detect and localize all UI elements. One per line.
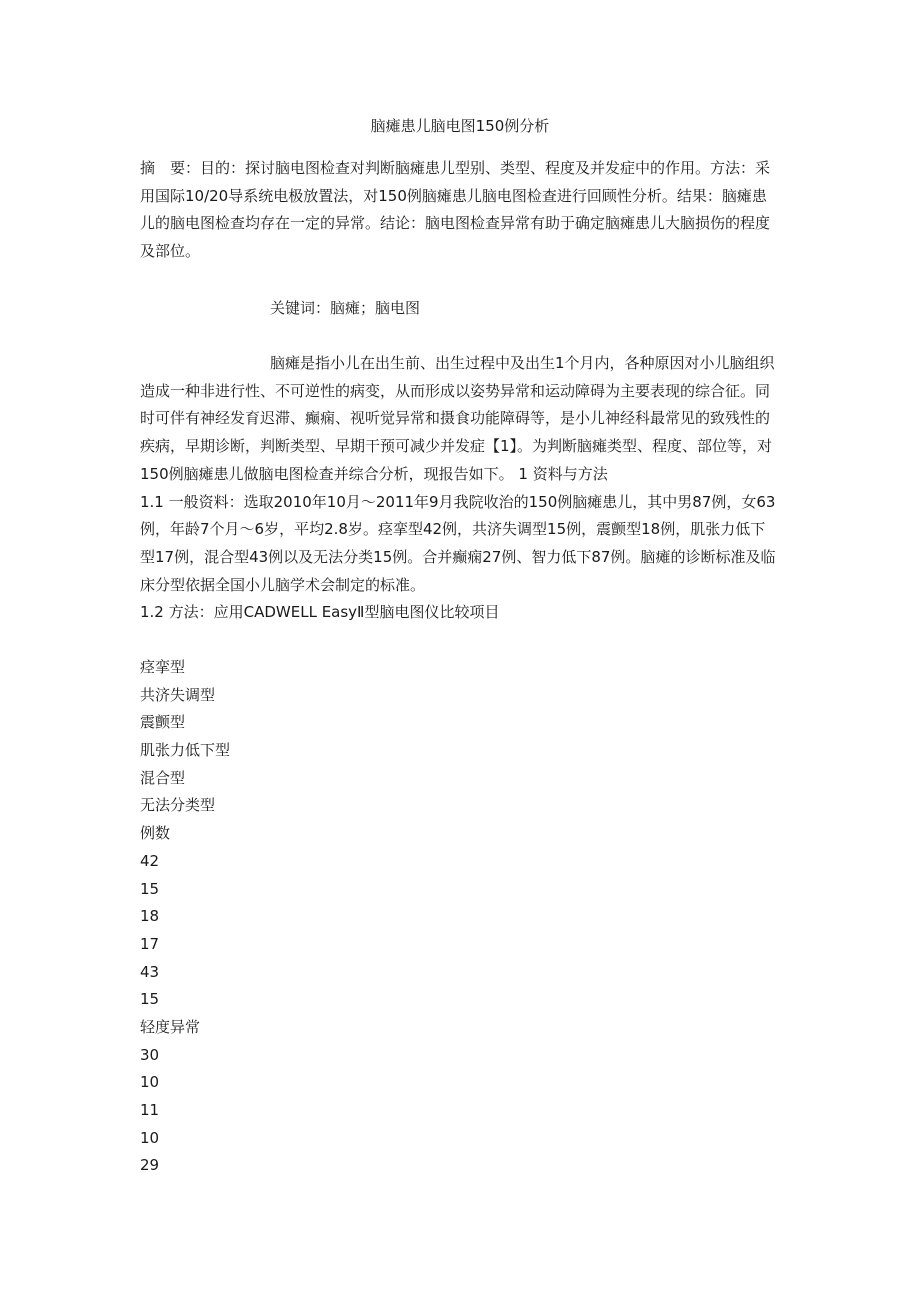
table-flattened-list [140, 654, 230, 1180]
list-item: 痉挛型 [140, 658, 186, 676]
list-item: 30 [140, 1045, 160, 1064]
list-item: 混合型 [140, 768, 186, 787]
list-item: 震颤型 [140, 713, 186, 732]
keywords-line: 关键词：脑瘫；脑电图 [270, 299, 421, 317]
intro-section [140, 350, 780, 627]
abstract-paragraph [140, 155, 780, 266]
list-item: 10 [140, 1128, 160, 1147]
section-1-2-paragraph: 1.2 方法：应用CADWELL EasyⅡ型脑电图仪比较项目 [140, 603, 500, 622]
intro-paragraph: 脑瘫是指小儿在出生前、出生过程中及出生1个月内，各种原因对小儿脑组织造成一种非进行性、不可逆性的病变，从而形成以姿势异常和运动障碍为主要表现的综合征。同时可伴有神经发育迟滞、癫痫、视听觉异常和摄食功能障碍等，是小儿神经科最常见的致残性的疾病，早期诊断，判断类型、早期干预可减少并发症【1】。为判断脑瘫类型、程度、部位等，对150例脑瘫患儿做脑电图检查并综合分析，现报告如下。 1 资料与方法 [140, 354, 775, 483]
section-1-1-paragraph: 1.1 一般资料：选取2010年10月～2011年9月我院收治的150例脑瘫患儿，其中男87例，女63例，年龄7个月～6岁，平均2.8岁。痉挛型42例，共济失调型15例，震颤型18例，肌张力低下型17例，混合型43例以及无法分类15例。合并癫痫27例、智力低下87例。脑瘫的诊断标准及临床分型依据全国小儿脑学术会制定的标准。 [140, 492, 776, 594]
list-item: 共济失调型 [140, 685, 216, 704]
list-item: 42 [140, 851, 160, 870]
list-item: 例数 [140, 824, 171, 843]
list-item: 29 [140, 1156, 160, 1175]
list-item: 17 [140, 934, 160, 953]
list-item: 18 [140, 907, 160, 926]
list-item: 10 [140, 1073, 160, 1092]
list-item: 肌张力低下型 [140, 741, 231, 760]
document-title: 脑瘫患儿脑电图150例分析 [370, 117, 550, 135]
list-item: 43 [140, 962, 160, 981]
list-item: 无法分类型 [140, 796, 216, 815]
list-item: 15 [140, 879, 160, 898]
list-item: 轻度异常 [140, 1017, 201, 1036]
list-item: 11 [140, 1101, 160, 1119]
list-item: 15 [140, 990, 160, 1009]
abstract-text: 摘 要：目的：探讨脑电图检查对判断脑瘫患儿型别、类型、程度及并发症中的作用。方法：采用国际10/20导系统电极放置法，对150例脑瘫患儿脑电图检查进行回顾性分析。结果：脑瘫患儿的脑电图检查均存在一定的异常。结论：脑电图检查异常有助于确定脑瘫患儿大脑损伤的程度及部位。 [140, 159, 771, 261]
